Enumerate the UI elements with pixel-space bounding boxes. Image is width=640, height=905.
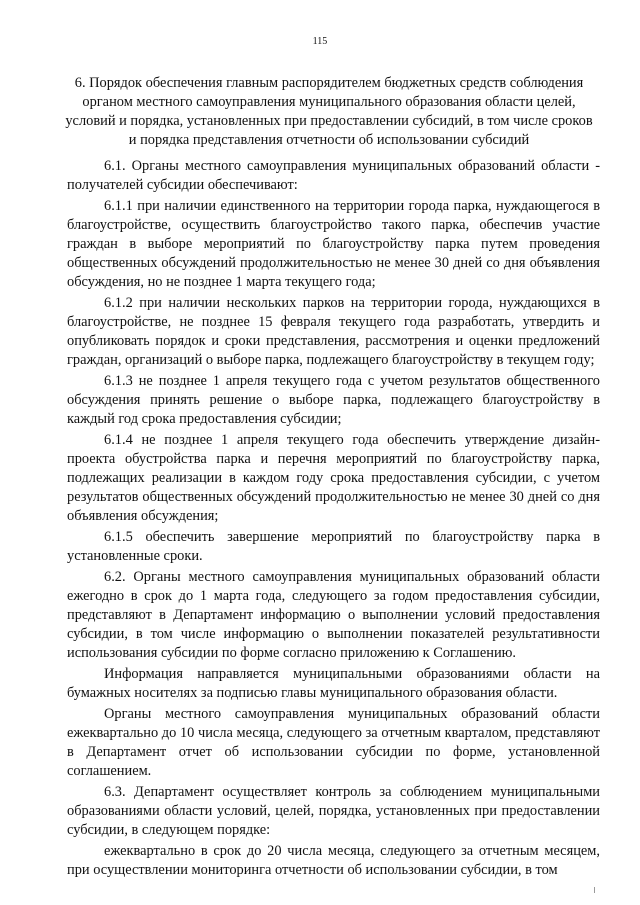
paragraph-6-1-2: 6.1.2 при наличии нескольких парков на территории города, нуждающихся в благоустройстве, не позднее 15 февраля текущего года разработать, утвердить и опубликовать порядок и сроки представления, рассмотрения и оценки предложений граждан, организаций о выборе парка, подлежащего благоустройству в текущем году; (67, 295, 600, 368)
paragraph-6-1: 6.1. Органы местного самоуправления муниципальных образований области - получателей субсидии обеспечивают: (67, 158, 600, 193)
paragraph-monitoring: ежеквартально в срок до 20 числа месяца, следующего за отчетным месяцем, при осуществлении мониторинга отчетности об использовании субсидии, в том (67, 843, 600, 878)
paragraph-6-1-4: 6.1.4 не позднее 1 апреля текущего года обеспечить утверждение дизайн-проекта обустройства парка и перечня мероприятий по благоустройству парка, подлежащих реализации в каждом году срока предоставления субсидии, с учетом результатов общественных обсуждений продолжительностью не менее 30 дней со дня объявления обсуждения; (67, 432, 600, 524)
page-number: 115 (312, 36, 328, 47)
paragraph-6-1-1: 6.1.1 при наличии единственного на территории города парка, нуждающегося в благоустройстве, осуществить благоустройство такого парка, обеспечив участие граждан в выборе мероприятий по благоустройству парка путем проведения общественных обсуждений продолжительностью не менее 30 дней со дня объявления обсуждения, но не позднее 1 марта текущего года; (67, 198, 600, 290)
document-body (67, 157, 600, 882)
paragraph-6-3: 6.3. Департамент осуществляет контроль за соблюдением муниципальными образованиями области условий, целей, порядка, установленных при предоставлении субсидии, в следующем порядке: (67, 784, 600, 838)
paragraph-information: Информация направляется муниципальными образованиями области на бумажных носителях за подписью главы муниципального образования области. (67, 666, 600, 701)
section-title: 6. Порядок обеспечения главным распорядителем бюджетных средств соблюдения органом местного самоуправления муниципального образования области целей, условий и порядка, установленных при предоставлении субсидий, в том числе сроков и порядка представления отчетности об использовании субсидий (65, 75, 593, 148)
paragraph-6-2: 6.2. Органы местного самоуправления муниципальных образований области ежегодно в срок до 1 марта года, следующего за годом предоставления субсидии, представляют в Департамент информацию о выполнении условий предоставления субсидии, в том числе информацию о выполнении показателей результативности использования субсидии по форме согласно приложению к Соглашению. (67, 569, 600, 661)
paragraph-6-1-5: 6.1.5 обеспечить завершение мероприятий по благоустройству парка в установленные сроки. (67, 529, 600, 564)
paragraph-6-1-3: 6.1.3 не позднее 1 апреля текущего года с учетом результатов общественного обсуждения принять решение о выборе парка, подлежащего благоустройству в каждый год срока предоставления субсидии; (67, 373, 600, 427)
paragraph-quarterly-report: Органы местного самоуправления муниципальных образований области ежеквартально до 10 числа месяца, следующего за отчетным кварталом, представляют в Департамент отчет об использовании субсидии по форме, установленной соглашением. (67, 706, 600, 779)
scan-margin-mark (594, 887, 595, 893)
